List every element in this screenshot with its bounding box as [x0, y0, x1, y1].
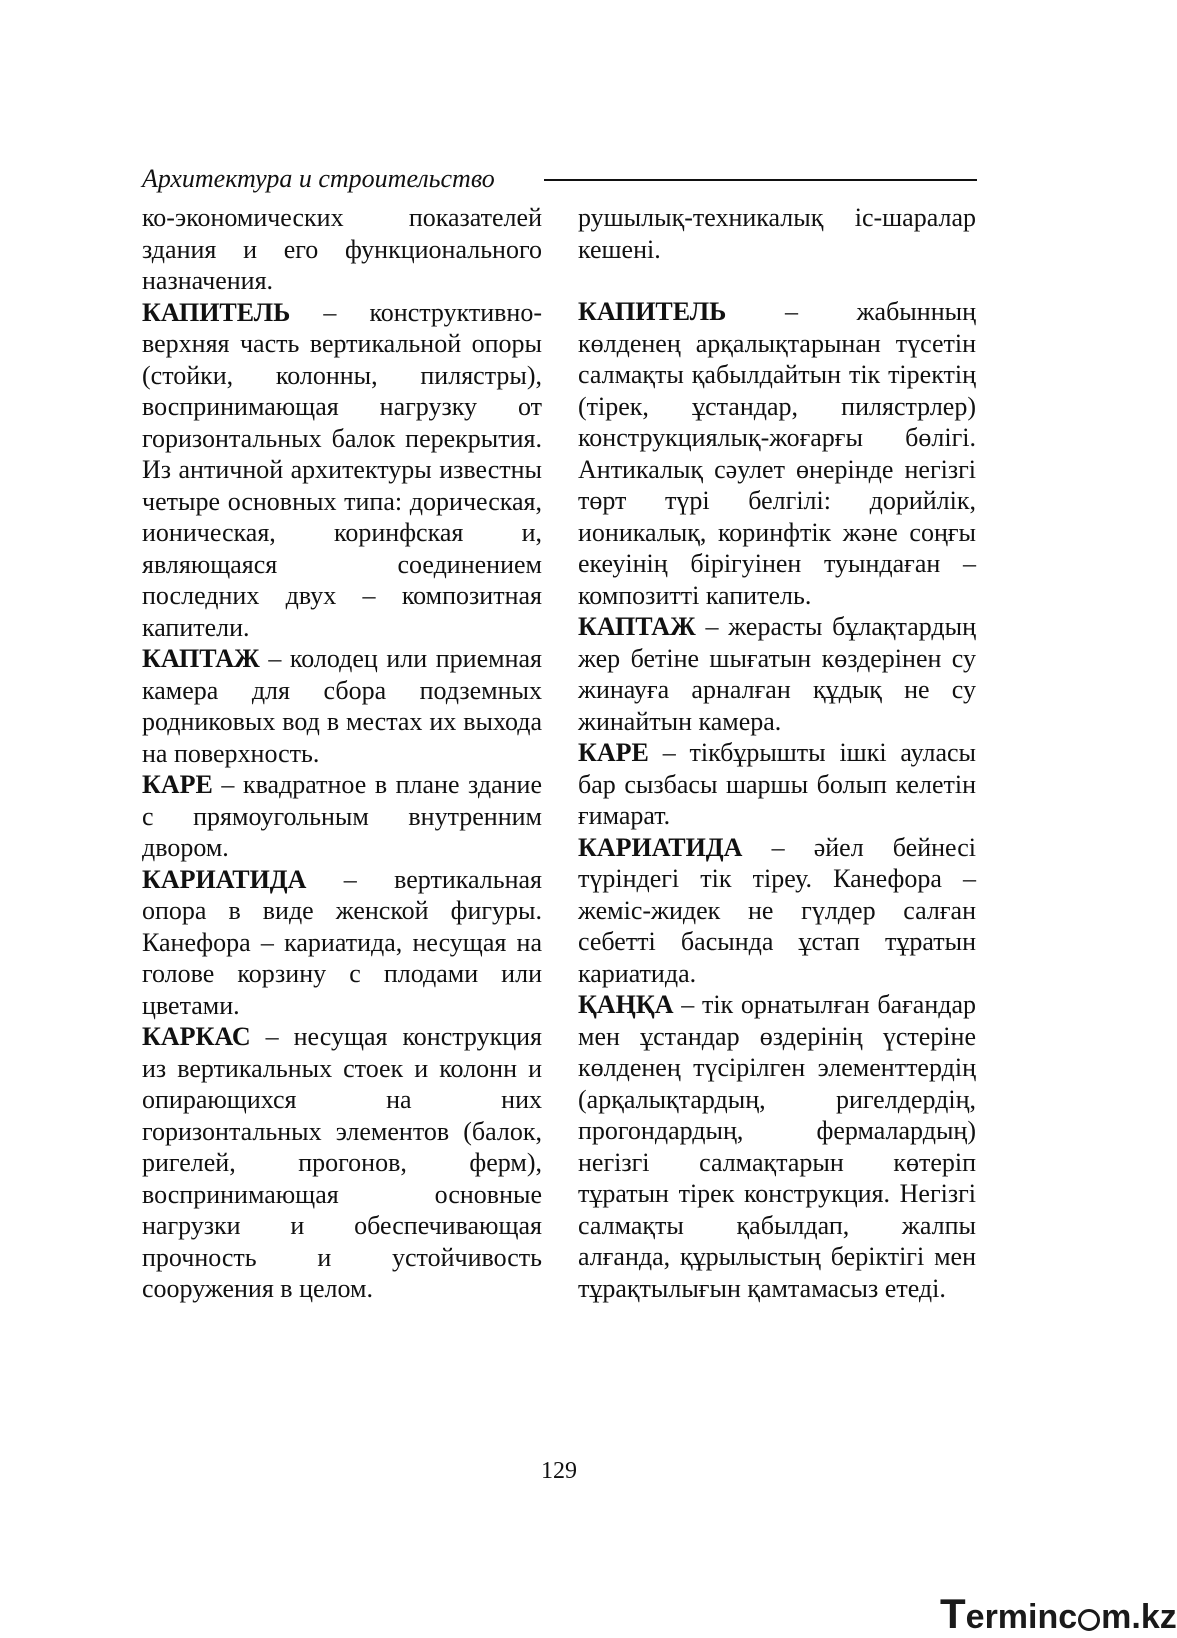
entry-term: КАПТАЖ — [142, 644, 260, 673]
entry-text: – тікбұрышты ішкі ауласы бар сызбасы шаршы болып келетін ғимарат. — [578, 738, 976, 830]
left-column-russian — [142, 202, 542, 1305]
entry-continuation — [578, 202, 976, 265]
entry-text: – тік орнатылған бағандар мен ұстандар өздерінің үстеріне көлденең түсірілген элементтердің (арқалықтардың, ригелдердің, прогондардың, фермалардың) негізгі салмақтарын көтеріп тұратын тірек конструкция. Негізгі салмақты қабылдап, жалпы алғанда, құрылыстың беріктігі мен тұрақтылығын қамтамасыз етеді. — [578, 990, 976, 1303]
entry-kare — [578, 737, 976, 832]
entry-kaptazh — [142, 643, 542, 769]
entry-term: КАПИТЕЛЬ — [578, 297, 727, 326]
entry-text: – әйел бейнесі түріндегі тік тіреу. Канефора – жеміс-жидек не гүлдер салған себетті басында ұстап тұратын кариатида. — [578, 832, 976, 988]
entry-kapitel — [142, 297, 542, 644]
entry-text: рушылық-техникалық іс-шаралар кешені. — [578, 203, 976, 264]
entry-kaptazh — [578, 611, 976, 737]
entry-text: – вертикальная опора в виде женской фигуры. Канефора – кариатида, несущая на голове корзину с плодами или цветами. — [142, 864, 542, 1020]
watermark-prefix: T — [940, 1590, 966, 1637]
entry-term: КАРКАС — [142, 1022, 251, 1051]
watermark-suffix: m.kz — [1101, 1598, 1177, 1636]
entry-term: ҚАҢҚА — [578, 990, 674, 1019]
entry-text: – жабынның көлденең арқалықтарынан түсетін салмақты қабылдайтын тік тіректің (тірек, ұстандар, пилястрлер) конструкциялық-жоғарғы бөлігі. Антикалық сәулет өнерінде негізгі төрт түрі белгілі: дорийлік, ионикалық, коринфтік және соңғы екеуінің бірігуінен туындаған – композитті капитель. — [578, 297, 976, 610]
entry-term: КАРЕ — [578, 738, 649, 767]
entry-term: КАРИАТИДА — [578, 832, 743, 862]
entry-text: – квадратное в плане здание с прямоугольным внутренним двором. — [142, 770, 542, 862]
watermark-middle: erminc — [965, 1598, 1078, 1636]
entry-kariatida — [578, 832, 976, 990]
header-rule — [544, 179, 977, 181]
entry-kariatida — [142, 864, 542, 1022]
running-header-title: Архитектура и строительство — [142, 164, 495, 193]
entry-kare — [142, 769, 542, 864]
entry-text: – колодец или приемная камера для сбора подземных родниковых вод в местах их выхода на поверхность. — [142, 644, 542, 768]
entry-karkas — [142, 1021, 542, 1305]
spacer — [578, 265, 976, 296]
entry-continuation — [142, 202, 542, 297]
entry-term: КАПТАЖ — [578, 612, 696, 641]
entry-text: – несущая конструкция из вертикальных стоек и колонн и опирающихся на них горизонтальных элементов (балок, ригелей, прогонов, ферм), воспринимающая основные нагрузки и обеспечивающая прочность и устойчивость сооружения в целом. — [142, 1022, 542, 1303]
entry-term: КАРЕ — [142, 770, 213, 799]
entry-term: КАРИАТИДА — [142, 864, 307, 894]
entry-text: ко-экономических показателей здания и его функционального назначения. — [142, 203, 542, 295]
termincom-watermark-logo — [940, 1590, 1177, 1638]
right-column-kazakh — [578, 202, 976, 1304]
entry-text: – конструктивно-верхняя часть вертикальной опоры (стойки, колонны, пилястры), воспринимающая нагрузку от горизонтальных балок перекрытия. Из античной архитектуры известны четыре основных типа: дорическая, ионическая, коринфская и, являющаяся соединением последних двух – композитная капители. — [142, 297, 542, 642]
entry-text: – жерасты бұлақтардың жер бетіне шығатын көздерінен су жинауға арналған құдық не су жинайтын камера. — [578, 612, 976, 736]
running-header — [142, 162, 977, 196]
magnifier-icon — [1078, 1609, 1100, 1631]
page-number: 129 — [541, 1458, 577, 1484]
entry-term: КАПИТЕЛЬ — [142, 297, 291, 327]
entry-kanka — [578, 989, 976, 1304]
entry-kapitel — [578, 296, 976, 611]
